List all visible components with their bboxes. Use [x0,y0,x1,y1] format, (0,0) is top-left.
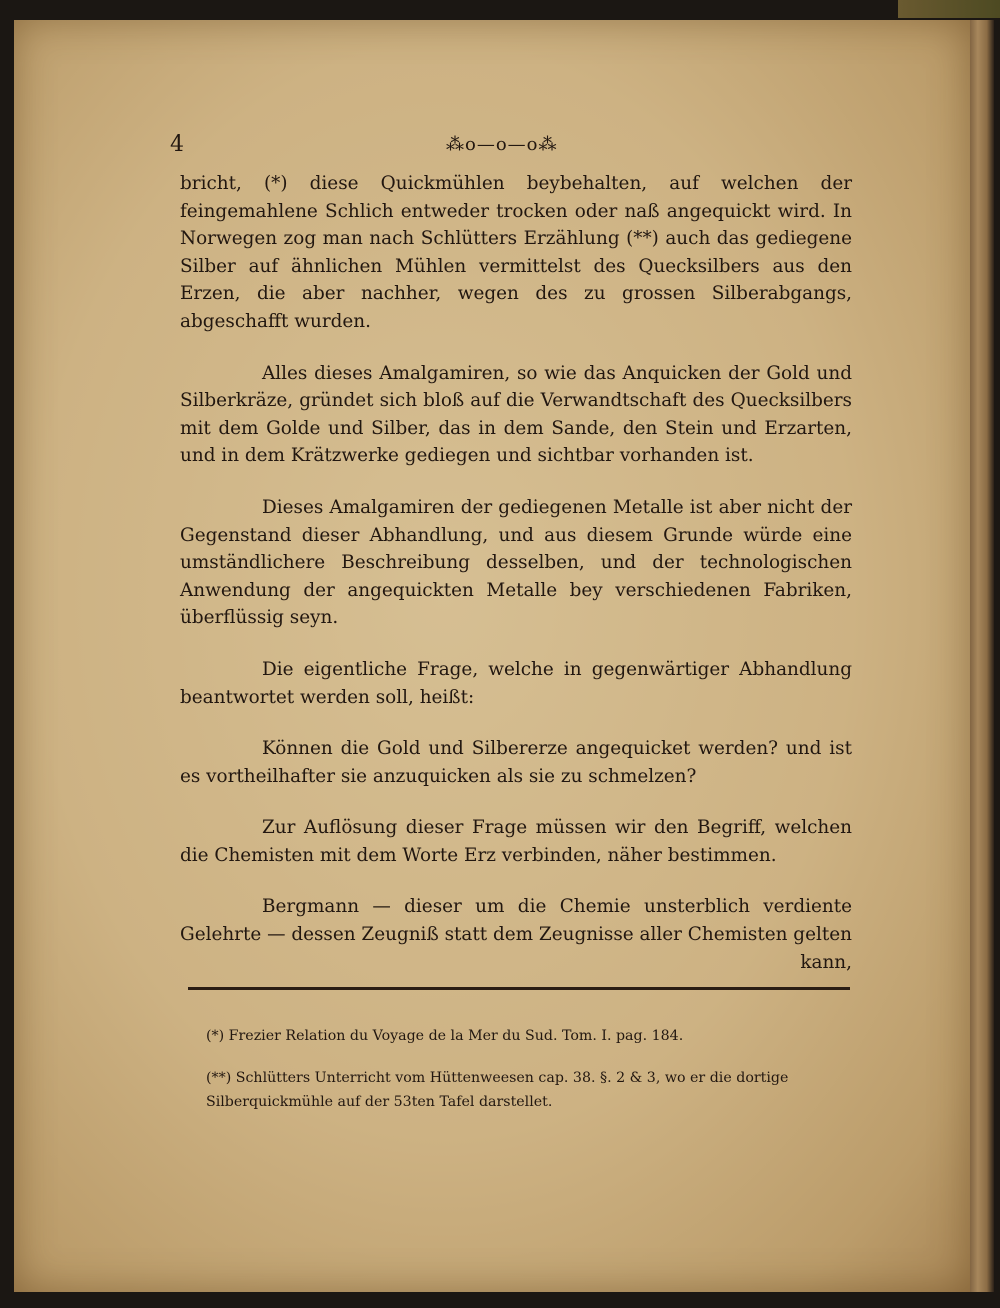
paragraph-2: Alles dieses Amalgamiren, so wie das Anquicken der Gold und Silberkräze, gründet sich bloß auf die Verwandtschaft des Quecksilbers mit dem Golde und Silber, das in dem Sande, den Stein und Erzarten, und in dem Krätzwerke gediegen und sichtbar vorhanden ist. [180,362,852,467]
paragraph-1: bricht, (*) diese Quickmühlen beybehalten, auf welchen der feingemahlene Schlich entweder trocken oder naß angequickt wird. In Norwegen zog man nach Schlütters Erzählung (**) auch das gediegene Silber auf ähnlichen Mühlen vermittelst des Quecksilbers aus den Erzen, die aber nachher, wegen des zu grossen Silberabgangs, abgeschafft wurden. [180,173,852,332]
paragraph-7: Bergmann — dieser um die Chemie unsterblich verdiente Gelehrte — dessen Zeugniß statt dem Zeugnisse aller Chemisten gelten [180,896,852,946]
paragraph-3: Dieses Amalgamiren der gediegenen Metalle ist aber nicht der Gegenstand dieser Abhandlung, und aus diesem Grunde würde eine umständlichere Beschreibung desselben, und der technologischen Anwendung der angequickten Metalle bey verschiedenen Fabriken, überflüssig seyn. [180,496,852,629]
paragraph-4: Die eigentliche Frage, welche in gegenwärtiger Abhandlung beantwortet werden soll, heißt: [180,658,852,708]
paragraph-6: Zur Auflösung dieser Frage müssen wir den Begriff, welchen die Chemisten mit dem Worte Erz verbinden, näher bestimmen. [180,817,852,866]
catchword: kann, [800,951,852,973]
page-header [170,132,850,162]
page-number: 4 [170,132,184,157]
footnote-2: (**) Schlütters Unterricht vom Hüttenweesen cap. 38. §. 2 & 3, wo er die dortige Silberquickmühle auf der 53ten Tafel darstellet. [206,1070,789,1110]
footnote-1: (*) Frezier Relation du Voyage de la Mer du Sud. Tom. I. pag. 184. [206,1028,684,1044]
footnote-rule [188,987,850,990]
footnotes [206,1024,856,1132]
corner-tab [898,0,1000,18]
paragraph-5: Können die Gold und Silbererze angequicket werden? und ist es vortheilhafter sie anzuquicken als sie zu schmelzen? [180,738,852,787]
main-text [180,170,852,1000]
header-ornament: ⁂o—o—o⁂ [446,134,558,155]
